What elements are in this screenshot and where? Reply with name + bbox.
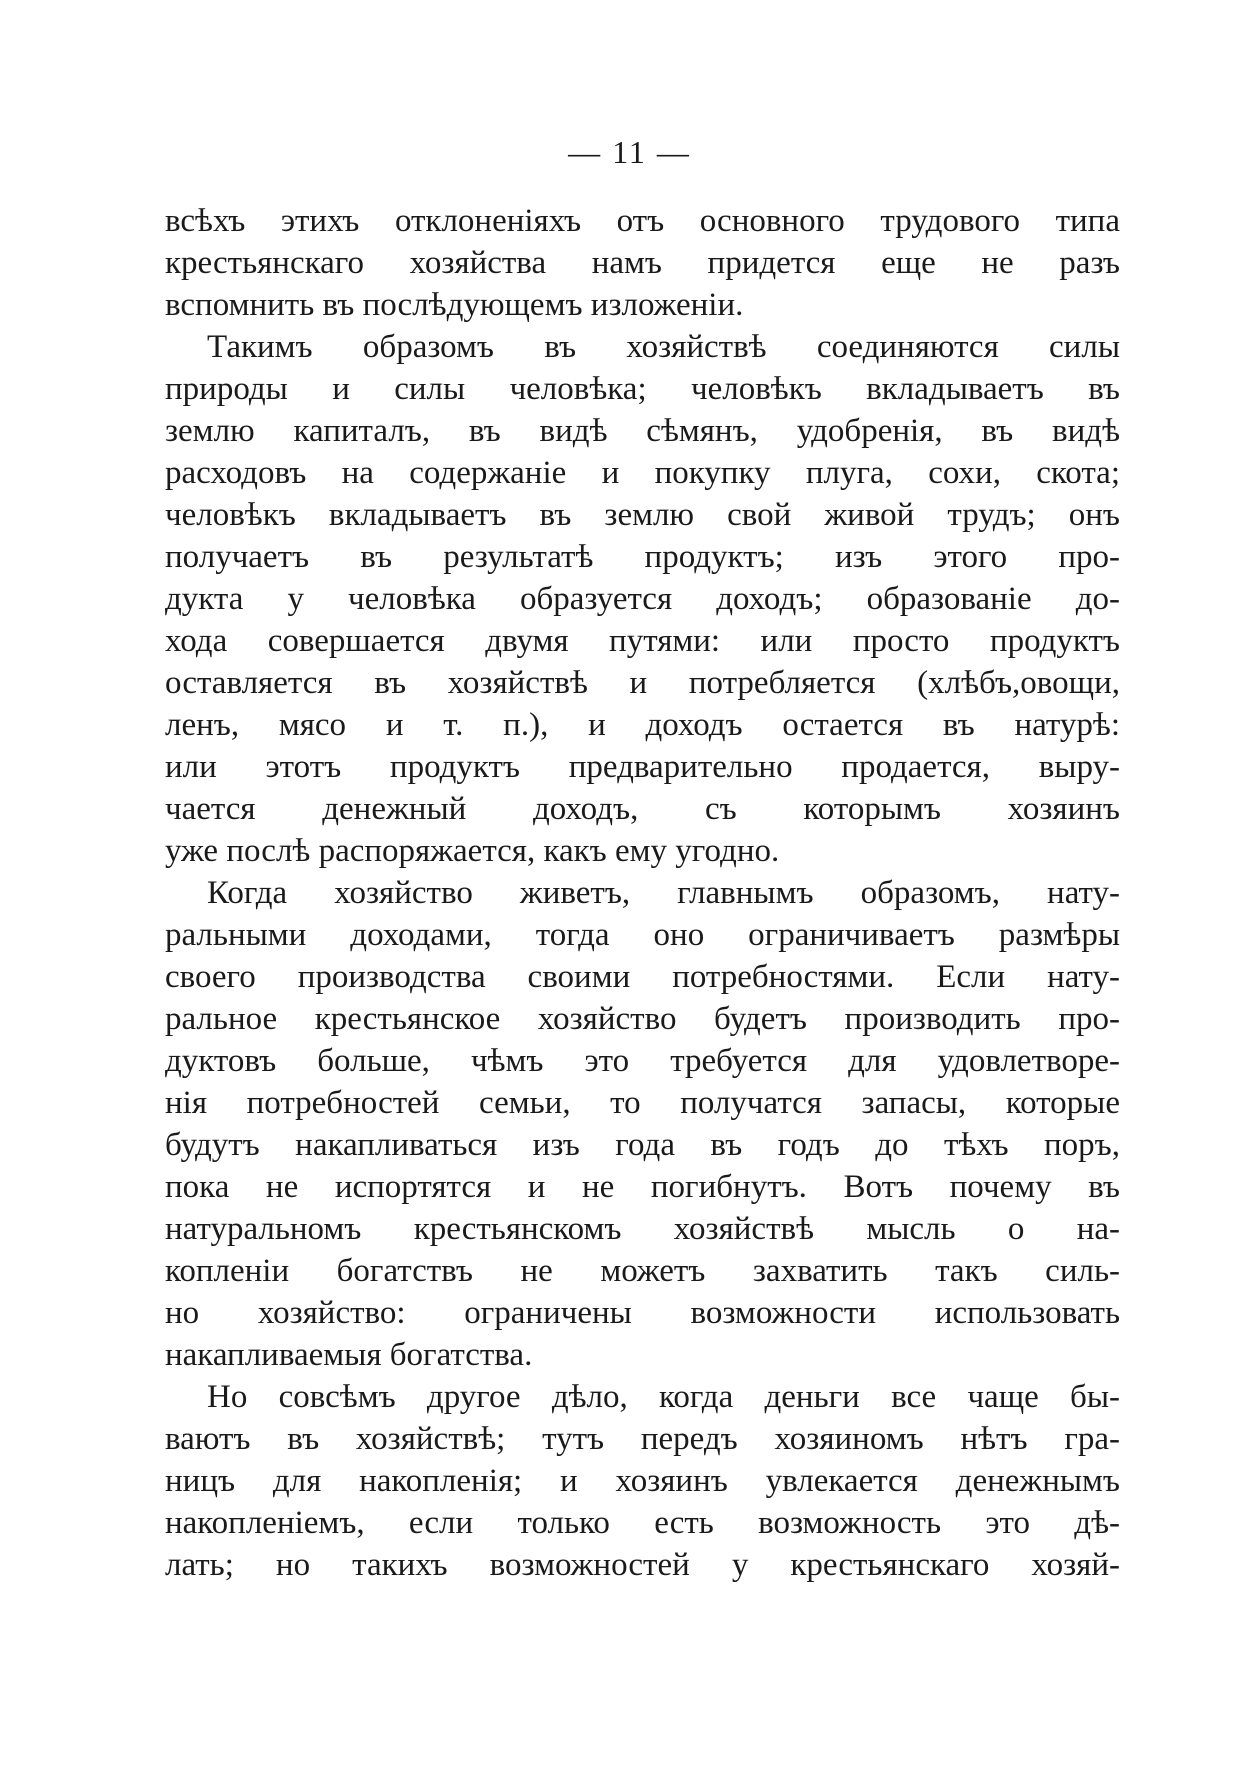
text-line: ницъ для накопленія; и хозяинъ увлекается денежнымъ (165, 1463, 1120, 1499)
text-line: оставляется въ хозяйствѣ и потребляется (хлѣбъ,овощи, (165, 665, 1120, 701)
text-line: Когда хозяйство живетъ, главнымъ образомъ, нату- (207, 875, 1120, 911)
text-line: дуктовъ больше, чѣмъ это требуется для удовлетворе- (165, 1043, 1120, 1079)
text-line: Но совсѣмъ другое дѣло, когда деньги все чаще бы- (207, 1379, 1120, 1415)
page-number: — 11 — (568, 134, 691, 170)
text-line: ваютъ въ хозяйствѣ; тутъ передъ хозяиномъ нѣтъ гра- (165, 1421, 1120, 1457)
paragraph-4 (165, 1376, 1120, 1586)
text-line: уже послѣ распоряжается, какъ ему угодно. (165, 833, 780, 869)
text-line: нія потребностей семьи, то получатся запасы, которые (165, 1085, 1120, 1121)
text-line: всѣхъ этихъ отклоненіяхъ отъ основного трудового типа (165, 203, 1120, 239)
text-line: чается денежный доходъ, съ которымъ хозяинъ (165, 791, 1120, 827)
text-line: но хозяйство: ограничены возможности использовать (165, 1295, 1120, 1331)
text-line: землю капиталъ, въ видѣ сѣмянъ, удобренія, въ видѣ (165, 413, 1120, 449)
text-line: природы и силы человѣка; человѣкъ вкладываетъ въ (165, 371, 1120, 407)
text-line: будутъ накапливаться изъ года въ годъ до тѣхъ поръ, (165, 1127, 1120, 1163)
text-line: получаетъ въ результатѣ продуктъ; изъ этого про- (165, 539, 1120, 575)
text-line: лать; но такихъ возможностей у крестьянскаго хозяй- (165, 1547, 1120, 1583)
text-line: копленіи богатствъ не можетъ захватить такъ силь- (165, 1253, 1120, 1289)
text-line: натуральномъ крестьянскомъ хозяйствѣ мысль о на- (165, 1211, 1120, 1247)
paragraph-1 (165, 200, 1120, 326)
text-line: ленъ, мясо и т. п.), и доходъ остается въ натурѣ: (165, 707, 1120, 743)
text-line: накопленіемъ, если только есть возможность это дѣ- (165, 1505, 1120, 1541)
body-text (165, 200, 1120, 1586)
text-line: хода совершается двумя путями: или просто продуктъ (165, 623, 1120, 659)
text-line: или этотъ продуктъ предварительно продается, выру- (165, 749, 1120, 785)
text-line: ральное крестьянское хозяйство будетъ производить про- (165, 1001, 1120, 1037)
text-line: дукта у человѣка образуется доходъ; образованіе до- (165, 581, 1120, 617)
text-line: человѣкъ вкладываетъ въ землю свой живой трудъ; онъ (165, 497, 1120, 533)
text-line: крестьянскаго хозяйства намъ придется еще не разъ (165, 245, 1120, 281)
text-line: вспомнить въ послѣдующемъ изложеніи. (165, 287, 744, 323)
paragraph-2 (165, 326, 1120, 872)
text-line: Такимъ образомъ въ хозяйствѣ соединяются силы (207, 329, 1120, 365)
text-line: пока не испортятся и не погибнутъ. Вотъ почему въ (165, 1169, 1120, 1205)
text-line: своего производства своими потребностями. Если нату- (165, 959, 1120, 995)
text-line: накапливаемыя богатства. (165, 1337, 533, 1373)
text-line: расходовъ на содержаніе и покупку плуга, сохи, скота; (165, 455, 1120, 491)
text-line: ральными доходами, тогда оно ограничиваетъ размѣры (165, 917, 1120, 953)
paragraph-3 (165, 872, 1120, 1376)
